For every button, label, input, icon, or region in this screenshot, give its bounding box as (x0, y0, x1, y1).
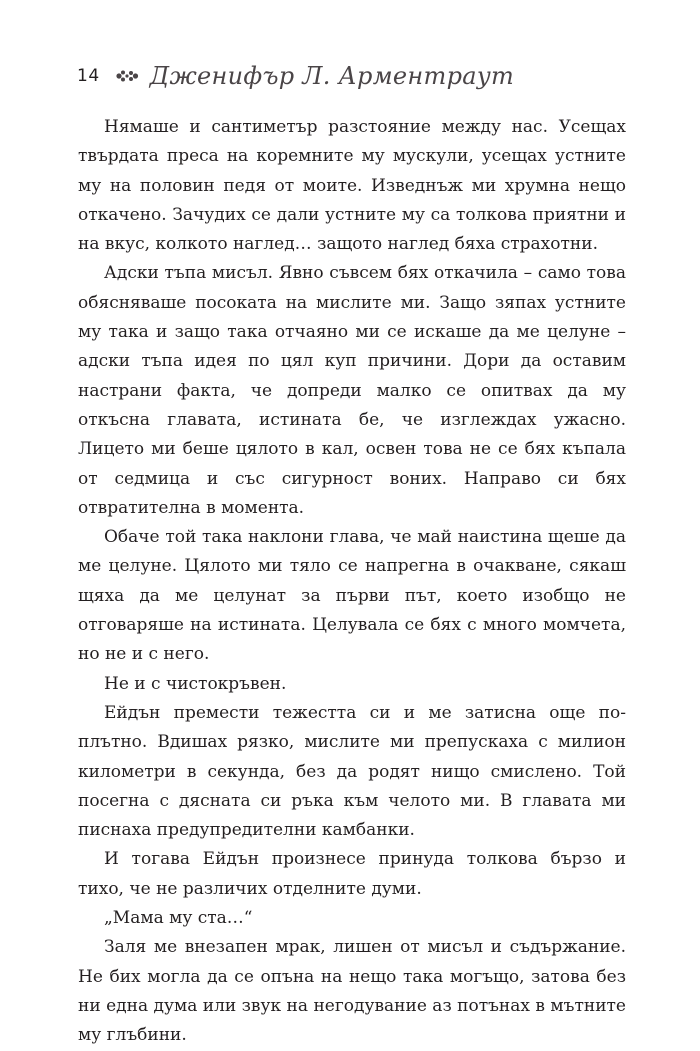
paragraph: Не и с чистокръвен. (104, 673, 287, 694)
paragraph: Ейдън премести тежестта си и ме затисна още по-плътно. Вдишах рязко, мислите ми препускаха с милион километри в секунда, без да родят нищо смислено. Той посегна с дясната си ръка към челото ми. В главата ми писнаха предупредителни камбанки. (78, 702, 626, 841)
floral-ornament-icon (114, 68, 140, 84)
paragraph: Адски тъпа мисъл. Явно съвсем бях откачила – само това обясняваше посоката на мислите ми. Защо зяпах устните му така и защо така отчаяно ми се искаше да ме целуне – адски тъпа идея по цял куп причини. Дори да оставим настрани факта, че допреди малко се опитвах да му откъсна главата, истината бе, че изглеждах ужасно. Лицето ми беше цялото в кал, освен това не се бях къпала от седмица и със сигурност воних. Направо си бях отвратителна в момента. (78, 263, 626, 518)
paragraph: Обаче той така наклони глава, че май наистина щеше да ме целуне. Цялото ми тяло се напрегна в очакване, сякаш щяха да ме целунат за първи път, което изобщо не отговаряше на истината. Целувала се бях с много момчета, но не и с него. (78, 527, 626, 665)
page-number: 14 (77, 66, 100, 86)
running-header (77, 56, 514, 96)
body-text (78, 113, 626, 1051)
paragraph: И тогава Ейдън произнесе принуда толкова бързо и тихо, че не различих отделните думи. (78, 849, 626, 899)
book-author: Дженифър Л. Арментраут (149, 62, 515, 90)
paragraph: „Мама му ста…“ (104, 908, 253, 929)
paragraph: Заля ме внезапен мрак, лишен от мисъл и съдържание. Не бих могла да се опъна на нещо така могъщо, затова без ни една дума или звук на негодувание аз потънах в мътните му глъбини. (78, 937, 626, 1046)
paragraph: Нямаше и сантиметър разстояние между нас. Усещах твърдата преса на коремните му мускули, усещах устните му на половин педя от моите. Изведнъж ми хрумна нещо откачено. Зачудих се дали устните му са толкова приятни и на вкус, колкото наглед… защото наглед бяха страхотни. (78, 117, 626, 255)
